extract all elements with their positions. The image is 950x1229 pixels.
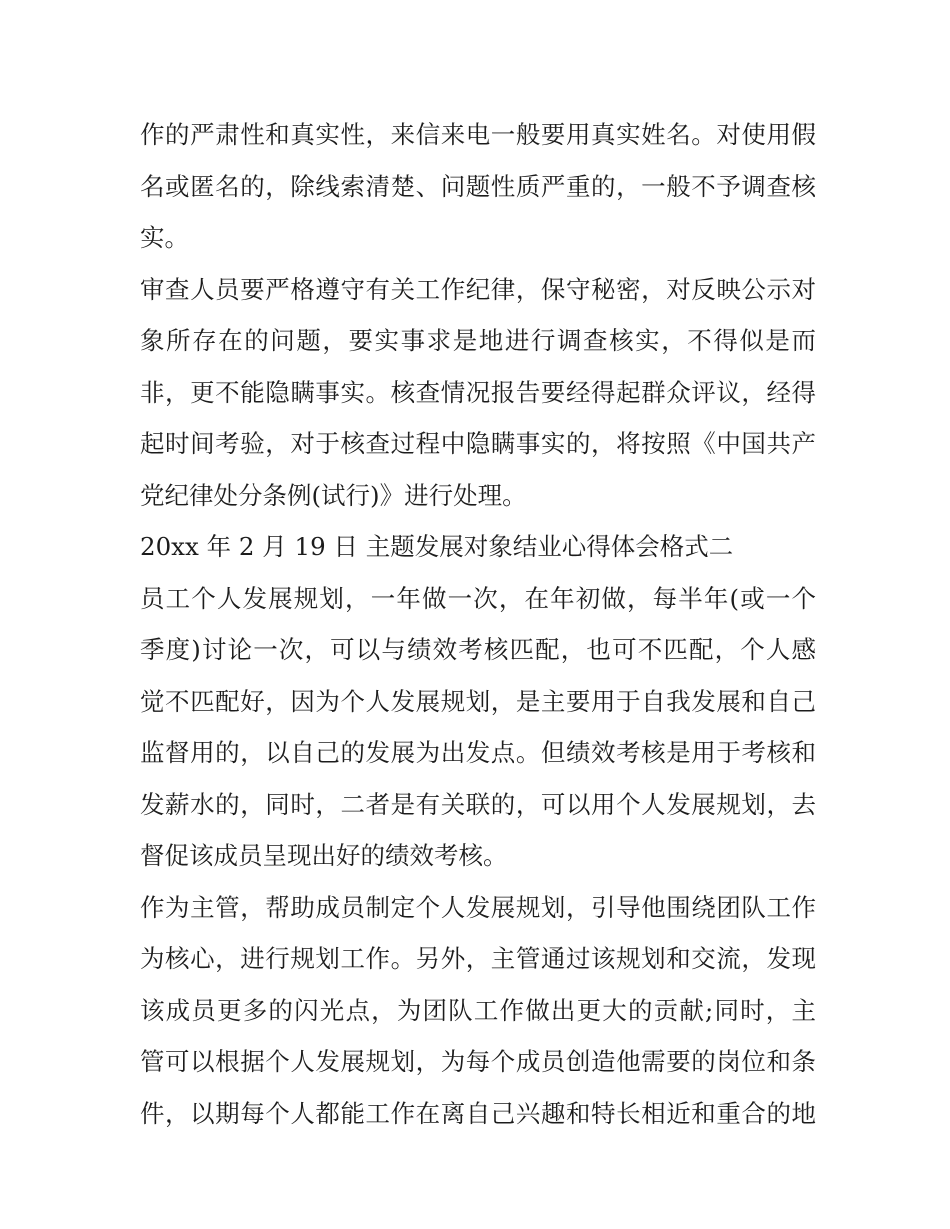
text-line: 实。 — [140, 223, 189, 252]
section-heading — [140, 521, 816, 573]
text-line: 该成员更多的闪光点，为团队工作做出更大的贡献;同时，主 — [140, 995, 816, 1025]
heading-line: 20xx 年 2 月 19 日 主题发展对象结业心得体会格式二 — [140, 532, 734, 561]
paragraph-supervisor-role — [140, 882, 816, 1140]
text-line: 作为主管，帮助成员制定个人发展规划，引导他围绕团队工作 — [140, 892, 816, 922]
text-line: 监督用的，以自己的发展为出发点。但绩效考核是用于考核和 — [140, 738, 816, 767]
document-body — [140, 109, 816, 1139]
text-line: 员工个人发展规划，一年做一次，在年初做，每半年(或一个 — [140, 583, 816, 613]
text-line: 象所存在的问题，要实事求是地进行调查核实，不得似是而 — [140, 326, 816, 355]
paragraph-anonymous-reports — [140, 109, 816, 264]
text-line: 季度)讨论一次，可以与绩效考核匹配，也可不匹配，个人感 — [140, 635, 816, 664]
text-line: 审查人员要严格遵守有关工作纪律，保守秘密，对反映公示对 — [140, 274, 816, 304]
text-line: 觉不匹配好，因为个人发展规划，是主要用于自我发展和自己 — [140, 686, 816, 716]
text-line: 督促该成员呈现出好的绩效考核。 — [140, 841, 508, 870]
text-line: 为核心，进行规划工作。另外，主管通过该规划和交流，发现 — [140, 944, 816, 973]
text-line: 非，更不能隐瞒事实。核查情况报告要经得起群众评议，经得 — [140, 377, 816, 407]
text-line: 党纪律处分条例(试行)》进行处理。 — [140, 480, 527, 510]
text-line: 件，以期每个人都能工作在离自己兴趣和特长相近和重合的地 — [140, 1098, 816, 1128]
text-line: 起时间考验，对于核查过程中隐瞒事实的，将按照《中国共产 — [140, 429, 816, 458]
text-line: 名或匿名的，除线索清楚、问题性质严重的，一般不予调查核 — [140, 171, 816, 201]
text-line: 管可以根据个人发展规划，为每个成员创造他需要的岗位和条 — [140, 1047, 816, 1076]
paragraph-development-plan — [140, 573, 816, 882]
paragraph-review-discipline — [140, 264, 816, 522]
text-line: 发薪水的，同时，二者是有关联的，可以用个人发展规划，去 — [140, 789, 816, 819]
text-line: 作的严肃性和真实性，来信来电一般要用真实姓名。对使用假 — [140, 120, 816, 149]
